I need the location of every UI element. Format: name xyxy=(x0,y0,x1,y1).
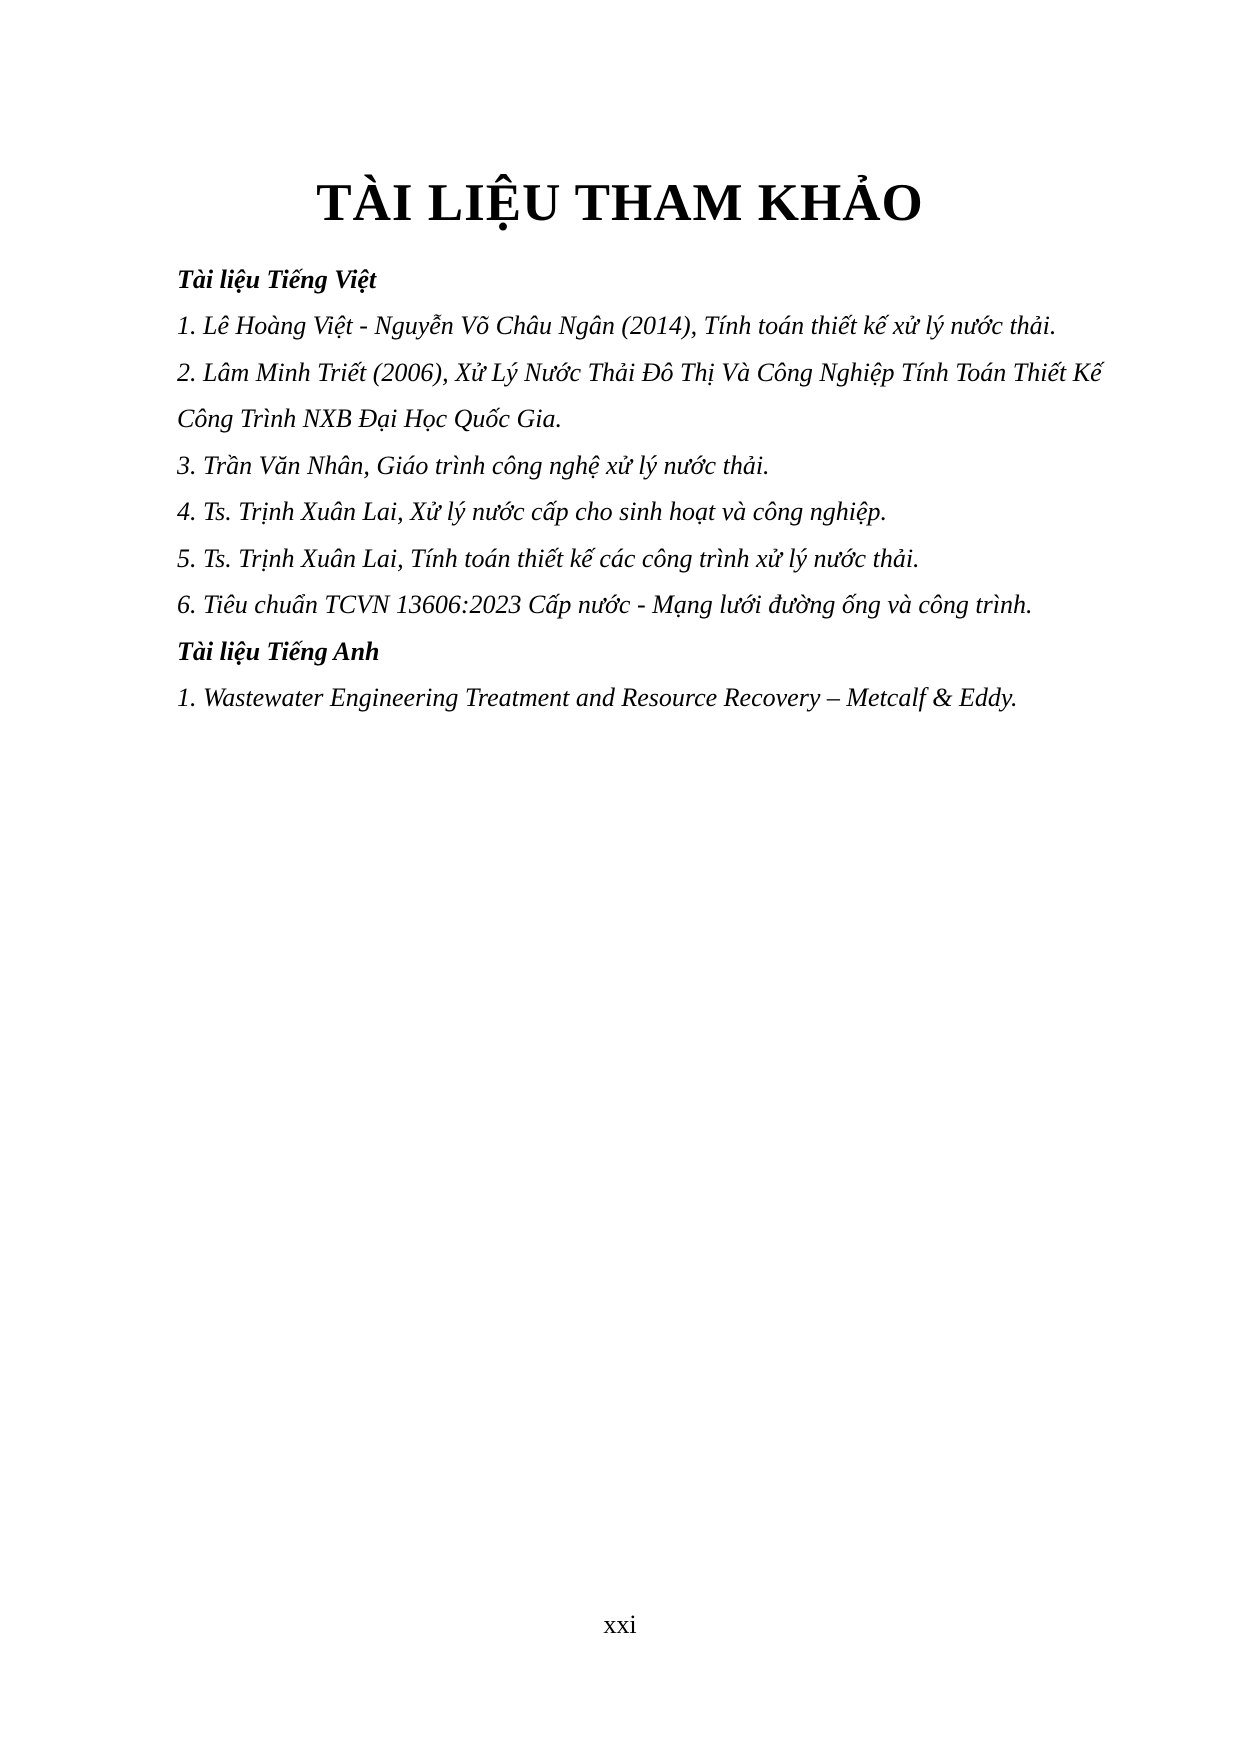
english-reference-list xyxy=(177,675,1135,722)
reference-item: 3. Trần Văn Nhân, Giáo trình công nghệ xử lý nước thải. xyxy=(177,450,770,480)
section-heading-english: Tài liệu Tiếng Anh xyxy=(177,636,380,666)
vietnamese-reference-list xyxy=(177,303,1135,629)
section-heading-vietnamese: Tài liệu Tiếng Việt xyxy=(177,265,377,294)
section-english-references xyxy=(177,629,1135,722)
page-title: TÀI LIỆU THAM KHẢO xyxy=(316,174,924,232)
references-content xyxy=(177,257,1135,721)
reference-item: 5. Ts. Trịnh Xuân Lai, Tính toán thiết kế các công trình xử lý nước thải. xyxy=(177,543,920,573)
reference-item: 4. Ts. Trịnh Xuân Lai, Xử lý nước cấp cho sinh hoạt và công nghiệp. xyxy=(177,497,888,526)
page-number: xxi xyxy=(603,1610,637,1639)
reference-item: 6. Tiêu chuẩn TCVN 13606:2023 Cấp nước - Mạng lưới đường ống và công trình. xyxy=(177,590,1033,619)
reference-item: 2. Lâm Minh Triết (2006), Xử Lý Nước Thải Đô Thị Và Công Nghiệp Tính Toán Thiết Kế Công Trình NXB Đại Học Quốc Gia. xyxy=(177,357,1102,433)
section-vietnamese-references xyxy=(177,257,1135,629)
reference-item: 1. Wastewater Engineering Treatment and Resource Recovery – Metcalf & Eddy. xyxy=(177,682,1018,712)
reference-item: 1. Lê Hoàng Việt - Nguyễn Võ Châu Ngân (2014), Tính toán thiết kế xử lý nước thải. xyxy=(177,311,1057,340)
